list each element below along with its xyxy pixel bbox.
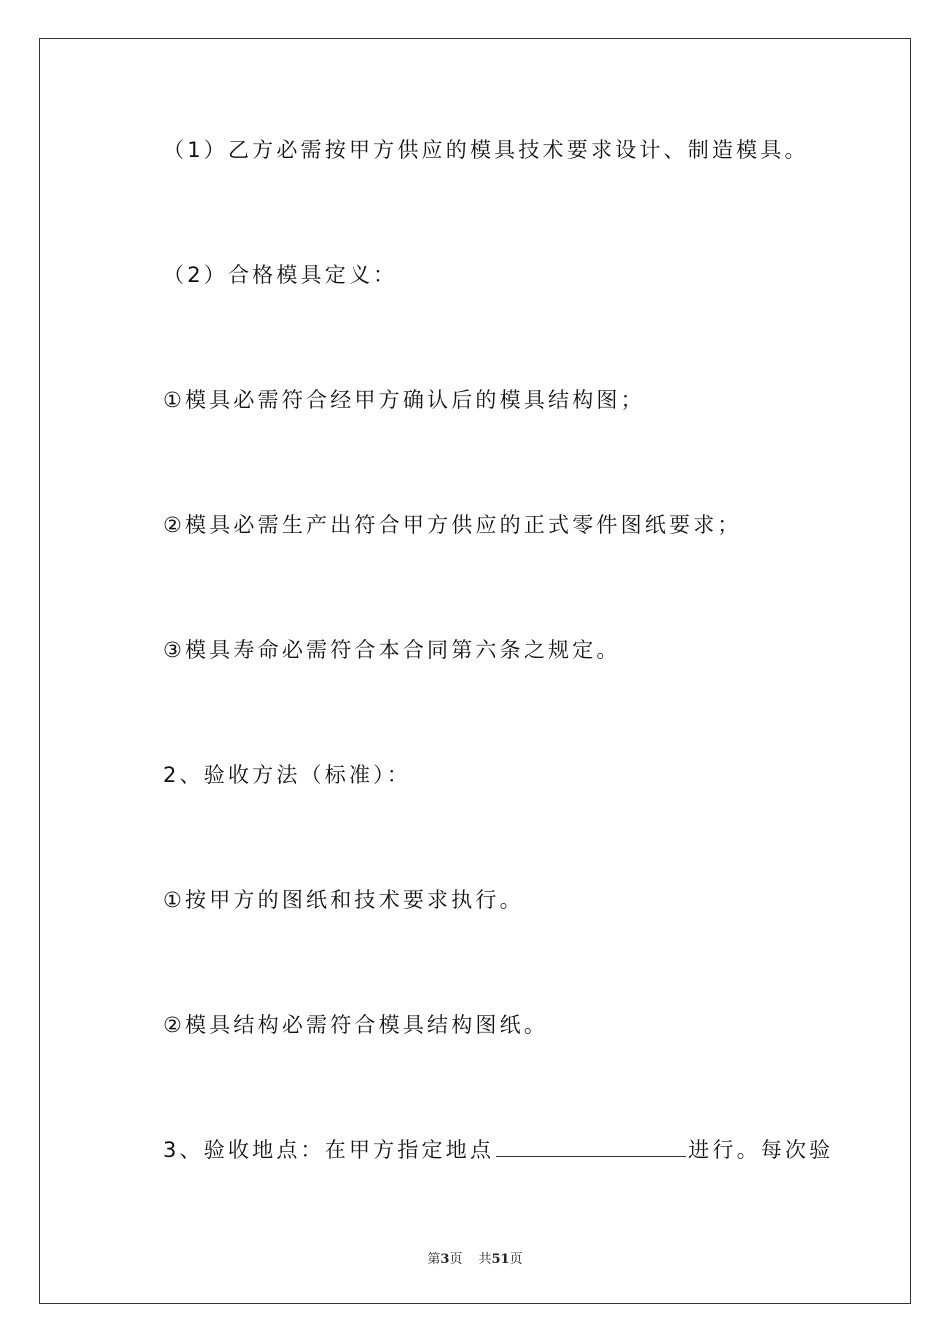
footer-total-prefix: 共 — [478, 1252, 492, 1267]
paragraph-structure-drawing: ①模具必需符合经甲方确认后的模具结构图； — [163, 388, 645, 412]
paragraph-acceptance-method: 2、验收方法（标准）： — [163, 763, 412, 787]
paragraph-drawings-requirements: ①按甲方的图纸和技术要求执行。 — [163, 888, 524, 912]
paragraph-mold-design: （1）乙方必需按甲方供应的模具技术要求设计、制造模具。 — [163, 138, 809, 162]
footer-page-unit: 页 — [449, 1252, 463, 1267]
paragraph-qualified-mold-definition: （2）合格模具定义： — [163, 263, 398, 287]
footer-prefix: 第 — [427, 1252, 441, 1267]
paragraph-structure-compliance: ②模具结构必需符合模具结构图纸。 — [163, 1013, 549, 1037]
paragraph-part-drawing: ②模具必需生产出符合甲方供应的正式零件图纸要求； — [163, 513, 742, 537]
page-border — [39, 38, 911, 1304]
location-blank-field[interactable] — [496, 1138, 686, 1157]
location-text-after: 进行。每次验 — [688, 1138, 834, 1162]
footer-total-unit: 页 — [509, 1252, 523, 1267]
paragraph-mold-life: ③模具寿命必需符合本合同第六条之规定。 — [163, 638, 621, 662]
paragraph-acceptance-location — [163, 1138, 833, 1162]
footer-page-number: 3 — [440, 1252, 450, 1267]
location-text-before: 3、验收地点：在甲方指定地点 — [163, 1138, 495, 1162]
page-footer — [0, 1248, 950, 1267]
footer-total-pages: 51 — [491, 1252, 510, 1267]
